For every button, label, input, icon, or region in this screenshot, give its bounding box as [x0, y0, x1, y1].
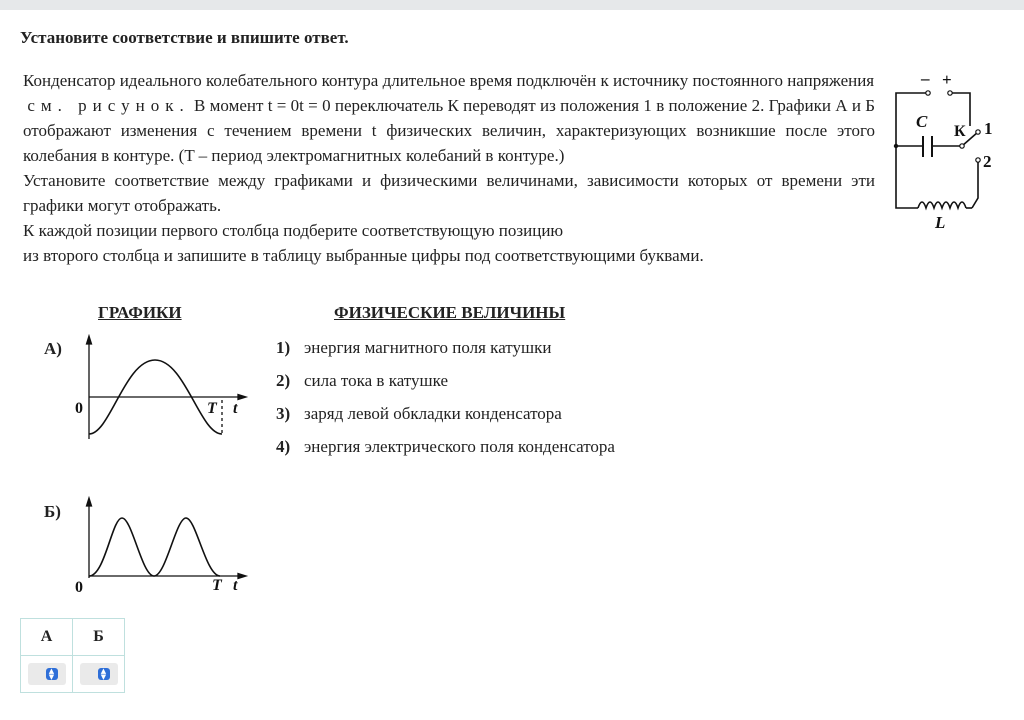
graph-a-period-label: T	[207, 400, 217, 417]
option-text: энергия магнитного поля катушки	[304, 338, 552, 357]
graph-b-period-label: T	[212, 577, 222, 594]
graph-a-label: А)	[44, 339, 62, 358]
list-item	[276, 403, 615, 436]
answer-column-a-header: А	[21, 619, 73, 656]
select-arrows-icon: ▲ ▼	[46, 668, 58, 680]
option-number: 3)	[276, 404, 291, 423]
problem-line-2	[23, 93, 875, 168]
graph-a	[70, 334, 250, 444]
column-header-quantities: ФИЗИЧЕСКИЕ ВЕЛИЧИНЫ	[334, 303, 566, 322]
graph-b-curve	[89, 518, 220, 576]
graph-a-origin-label: 0	[75, 400, 83, 417]
inductor-label: L	[935, 213, 946, 232]
top-bar	[0, 0, 1024, 10]
switch-label: К	[954, 123, 966, 140]
graph-b-label: Б)	[44, 502, 61, 521]
option-text: энергия электрического поля конденсатора	[304, 437, 615, 456]
capacitor-label: C	[916, 112, 928, 131]
option-number: 2)	[276, 371, 291, 390]
list-item	[276, 337, 615, 370]
graph-a-time-label: t	[233, 400, 238, 417]
list-item	[276, 436, 615, 469]
option-text: сила тока в катушке	[304, 371, 448, 390]
problem-text	[23, 68, 875, 268]
option-text: заряд левой обкладки конденсатора	[304, 404, 562, 423]
select-arrows-icon: ▲ ▼	[98, 668, 110, 680]
circuit-diagram	[888, 66, 1000, 234]
graph-b-origin-label: 0	[75, 579, 83, 596]
answer-b-select[interactable]	[80, 663, 118, 685]
column-header-graphs: ГРАФИКИ	[98, 303, 182, 322]
graph-b	[70, 496, 250, 596]
answer-cell-b	[73, 656, 125, 693]
position-1-label: 1	[984, 119, 993, 138]
position-2-label: 2	[983, 152, 992, 171]
problem-line-5: из второго столбца и запишите в таблицу выбранные цифры под соответствующими буквами.	[23, 246, 704, 265]
option-number: 4)	[276, 437, 291, 456]
graph-b-time-label: t	[233, 577, 238, 594]
terminal-plus-label: +	[942, 70, 952, 89]
answer-a-select[interactable]	[28, 663, 66, 685]
circuit-top-right-wire	[950, 93, 970, 126]
terminal-minus-label: –	[921, 69, 930, 88]
problem-line-2-rest: В момент t = 0t = 0 переключатель К переводят из положения 1 в положение 2. Графики А и Б отображают изменения с течением времени t физических величин, характеризующих возникшие после этого колебания в контуре. (T – период электромагнитных колебаний в контуре.)	[23, 96, 875, 165]
quantities-list	[276, 337, 615, 469]
problem-line-4: К каждой позиции первого столбца подберите соответствующую позицию	[23, 221, 564, 240]
option-number: 1)	[276, 338, 291, 357]
problem-line-1: Конденсатор идеального колебательного контура длительное время подключён к источнику постоянного напряжения	[23, 71, 875, 90]
answer-table	[20, 618, 125, 693]
figure-reference: см. рисунок.	[27, 96, 190, 115]
task-heading: Установите соответствие и впишите ответ.	[20, 28, 349, 47]
list-item	[276, 370, 615, 403]
answer-cell-a	[21, 656, 73, 693]
problem-line-3: Установите соответствие между графиками и физическими величинами, зависимости которых от времени эти графики могут отображать.	[23, 171, 875, 215]
answer-column-b-header: Б	[73, 619, 125, 656]
